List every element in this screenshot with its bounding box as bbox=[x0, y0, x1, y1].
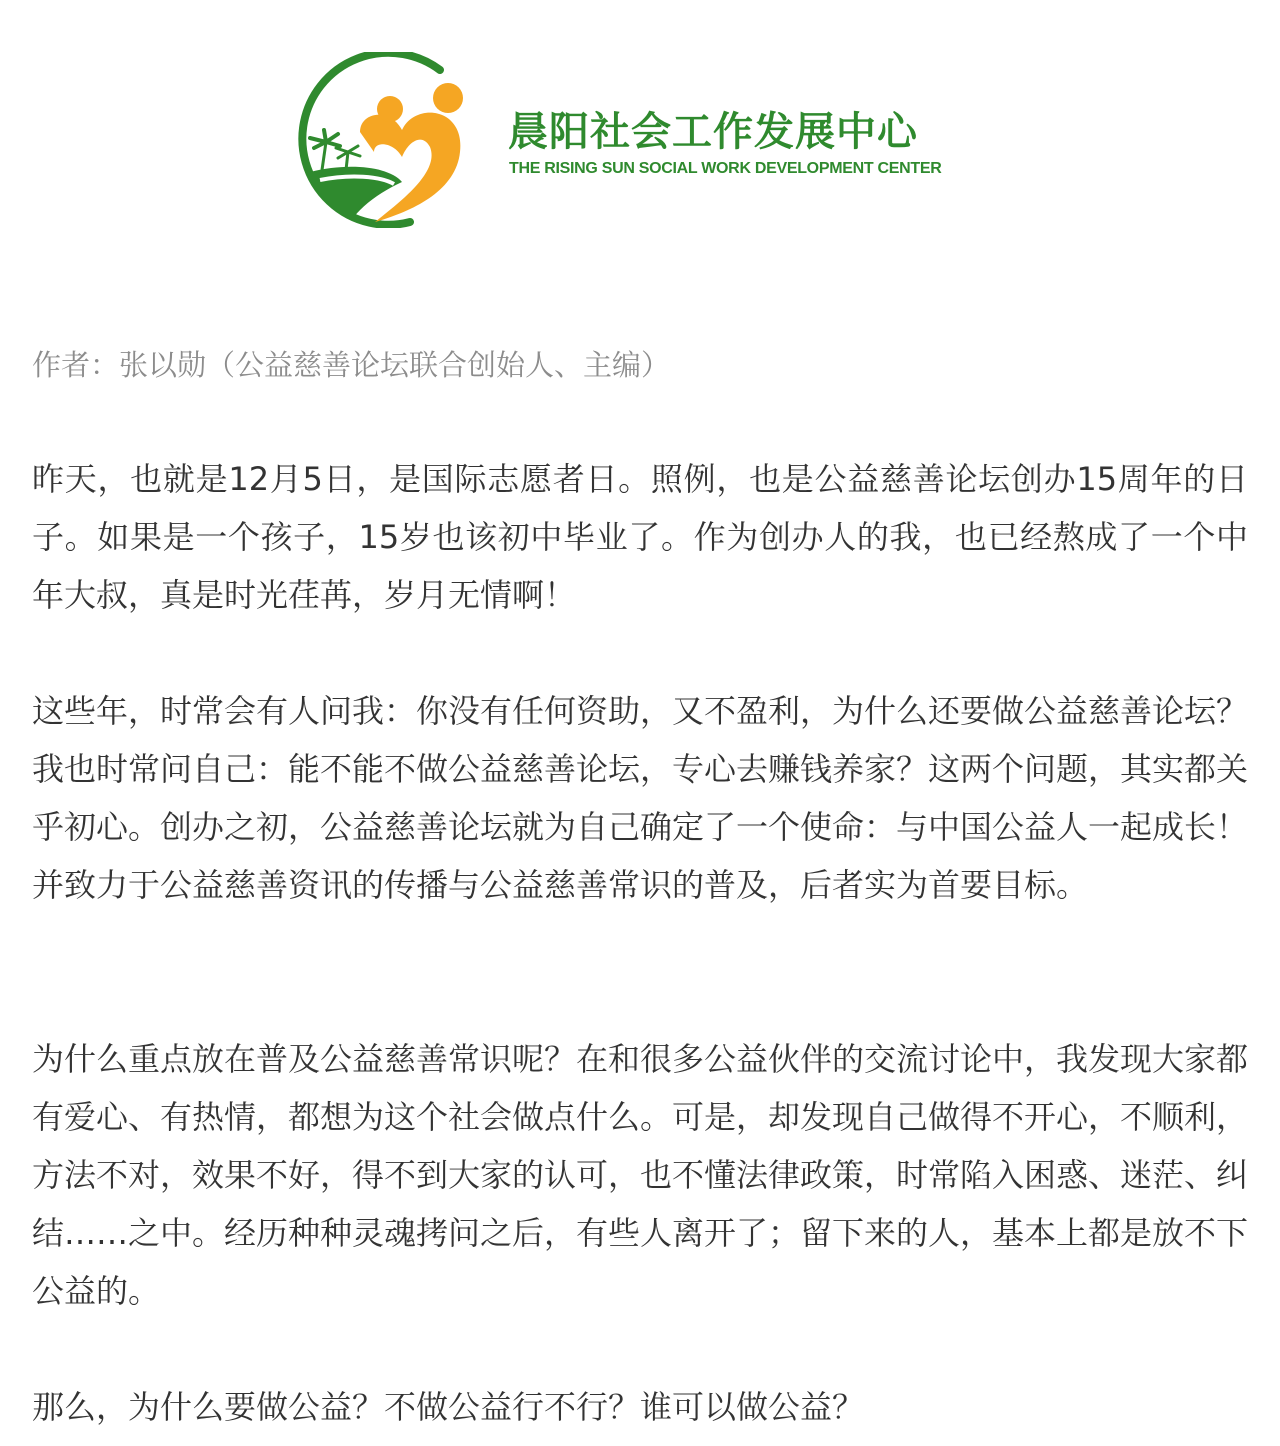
article-author: 作者：张以勋（公益慈善论坛联合创始人、主编） bbox=[32, 348, 671, 382]
logo bbox=[290, 52, 990, 232]
paragraph: 为什么重点放在普及公益慈善常识呢？在和很多公益伙伴的交流讨论中，我发现大家都有爱心、有热情，都想为这个社会做点什么。可是，却发现自己做得不开心，不顺利，方法不对，效果不好，得不到大家的认可，也不懂法律政策，时常陷入困惑、迷茫、纠结……之中。经历种种灵魂拷问之后，有些人离开了；留下来的人，基本上都是放不下公益的。 bbox=[32, 1040, 1249, 1310]
paragraph: 昨天，也就是12月5日，是国际志愿者日。照例，也是公益慈善论坛创办15周年的日子。如果是一个孩子，15岁也该初中毕业了。作为创办人的我，也已经熬成了一个中年大叔，真是时光荏苒，岁月无情啊！ bbox=[32, 460, 1248, 614]
paragraph: 这些年，时常会有人问我：你没有任何资助，又不盈利，为什么还要做公益慈善论坛？我也时常问自己：能不能不做公益慈善论坛，专心去赚钱养家？这两个问题，其实都关乎初心。创办之初，公益慈善论坛就为自己确定了一个使命：与中国公益人一起成长！并致力于公益慈善资讯的传播与公益慈善常识的普及，后者实为首要目标。 bbox=[32, 692, 1249, 904]
org-name-english: THE RISING SUN SOCIAL WORK DEVELOPMENT CENTER bbox=[509, 160, 942, 177]
paragraph: 那么，为什么要做公益？不做公益行不行？谁可以做公益？ bbox=[32, 1388, 865, 1426]
logo-emblem-icon bbox=[290, 52, 480, 228]
org-name: 晨阳社会工作发展中心 bbox=[508, 109, 918, 155]
